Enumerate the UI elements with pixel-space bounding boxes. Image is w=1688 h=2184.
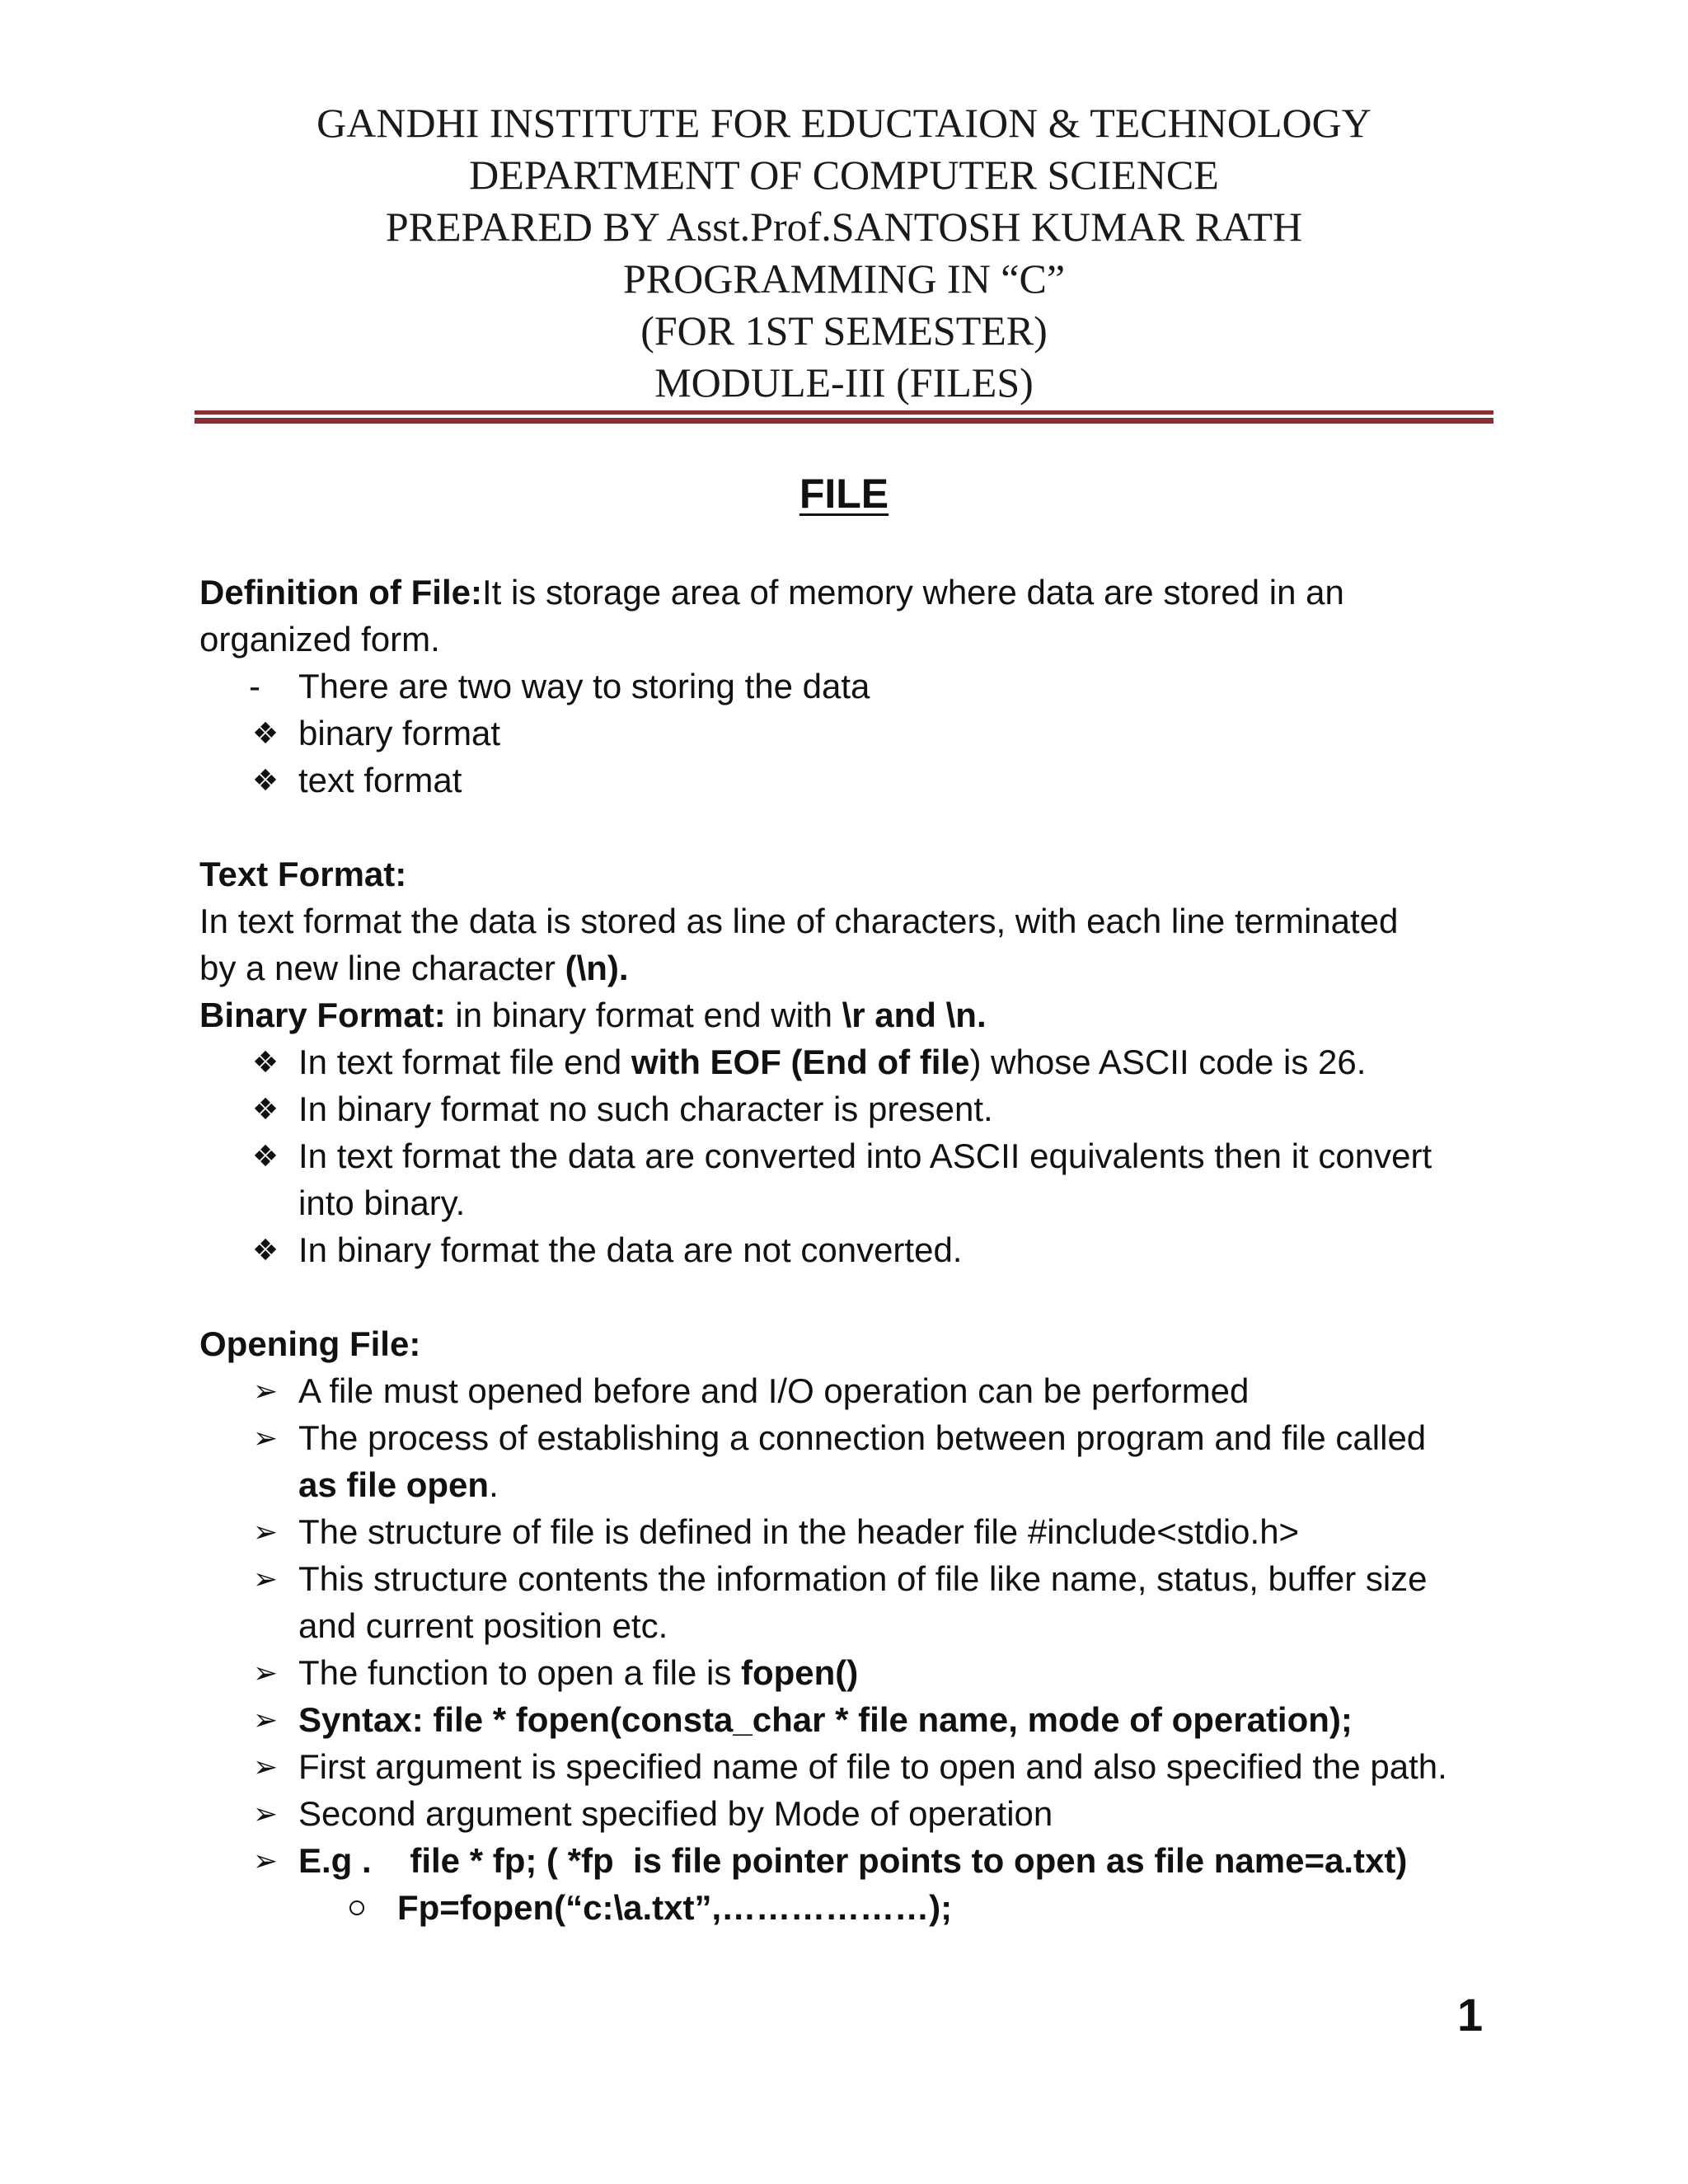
diamond-bullet-icon: ❖ — [251, 1045, 279, 1079]
course-name: PROGRAMMING IN “C” — [622, 255, 1066, 302]
list-item: This structure contents the information of file like name, status, buffer size — [298, 1559, 1428, 1598]
definition-label: Definition of File: — [199, 573, 482, 612]
header-divider-thick — [195, 418, 1493, 424]
definition-line-1: Definition of File:It is storage area of memory where data are stored in an — [199, 573, 1344, 612]
arrow-bullet-icon: ➢ — [252, 1374, 279, 1408]
binary-format-label: Binary Format: — [199, 996, 446, 1034]
list-item: binary format — [298, 714, 501, 752]
prepared-by: PREPARED BY Asst.Prof.SANTOSH KUMAR RATH — [385, 204, 1303, 250]
module-name: MODULE-III (FILES) — [654, 359, 1034, 405]
list-item: In binary format no such character is present. — [298, 1090, 993, 1128]
arrow-bullet-icon: ➢ — [252, 1562, 279, 1596]
circle-bullet-icon — [349, 1900, 364, 1915]
list-item: In binary format the data are not converted. — [298, 1230, 963, 1269]
list-item: The function to open a file is fopen() — [298, 1653, 859, 1692]
storage-intro: There are two way to storing the data — [298, 667, 870, 705]
arrow-bullet-icon: ➢ — [252, 1750, 279, 1783]
list-item: Second argument specified by Mode of operation — [298, 1794, 1053, 1833]
diamond-bullet-icon: ❖ — [251, 763, 279, 797]
header-divider-thin — [195, 410, 1493, 415]
diamond-bullet-icon: ❖ — [251, 1233, 279, 1267]
definition-line-2: organized form. — [199, 620, 440, 658]
list-item: In text format the data are converted into ASCII equivalents then it convert — [298, 1137, 1432, 1175]
text-format-heading: Text Format: — [199, 855, 407, 893]
text-format-line-2: by a new line character (\n). — [199, 949, 629, 987]
example-code: Fp=fopen(“c:\a.txt”,………………); — [397, 1888, 953, 1927]
document-header — [195, 97, 1493, 409]
arrow-bullet-icon: ➢ — [252, 1515, 279, 1549]
department-name: DEPARTMENT OF COMPUTER SCIENCE — [469, 152, 1219, 198]
list-item: A file must opened before and I/O operation can be performed — [298, 1371, 1250, 1410]
list-item: First argument is specified name of file to open and also specified the path. — [298, 1747, 1447, 1786]
list-item: The process of establishing a connection between program and file called — [298, 1418, 1427, 1457]
semester: (FOR 1ST SEMESTER) — [640, 307, 1048, 354]
arrow-bullet-icon: ➢ — [252, 1703, 279, 1736]
page-number: 1 — [1457, 1989, 1484, 2041]
text-format-line-1: In text format the data is stored as line of characters, with each line terminated — [199, 902, 1399, 940]
binary-format-line: Binary Format: in binary format end with \r and \n. — [199, 996, 987, 1034]
page-title: FILE — [799, 471, 889, 517]
opening-file-heading: Opening File: — [199, 1324, 421, 1363]
arrow-bullet-icon: ➢ — [252, 1844, 279, 1877]
diamond-bullet-icon: ❖ — [251, 716, 279, 750]
arrow-bullet-icon: ➢ — [252, 1421, 279, 1455]
diamond-bullet-icon: ❖ — [251, 1092, 279, 1126]
arrow-bullet-icon: ➢ — [252, 1656, 279, 1690]
dash-marker: - — [249, 667, 260, 705]
syntax-line: Syntax: file * fopen(consta_char * file name, mode of operation); — [298, 1700, 1353, 1739]
list-item-continuation: into binary. — [298, 1183, 466, 1222]
example-line: E.g . file * fp; ( *fp is file pointer points to open as file name=a.txt) — [298, 1841, 1408, 1880]
list-item-continuation: and current position etc. — [298, 1606, 668, 1645]
institute-name: GANDHI INSTITUTE FOR EDUCTAION & TECHNOLOGY — [316, 100, 1372, 146]
diamond-bullet-icon: ❖ — [251, 1139, 279, 1173]
list-item: text format — [298, 761, 462, 799]
list-item: In text format file end with EOF (End of file) whose ASCII code is 26. — [298, 1043, 1367, 1081]
list-item: The structure of file is defined in the header file #include<stdio.h> — [298, 1512, 1300, 1551]
list-item-continuation: as file open. — [298, 1465, 499, 1504]
arrow-bullet-icon: ➢ — [252, 1797, 279, 1830]
